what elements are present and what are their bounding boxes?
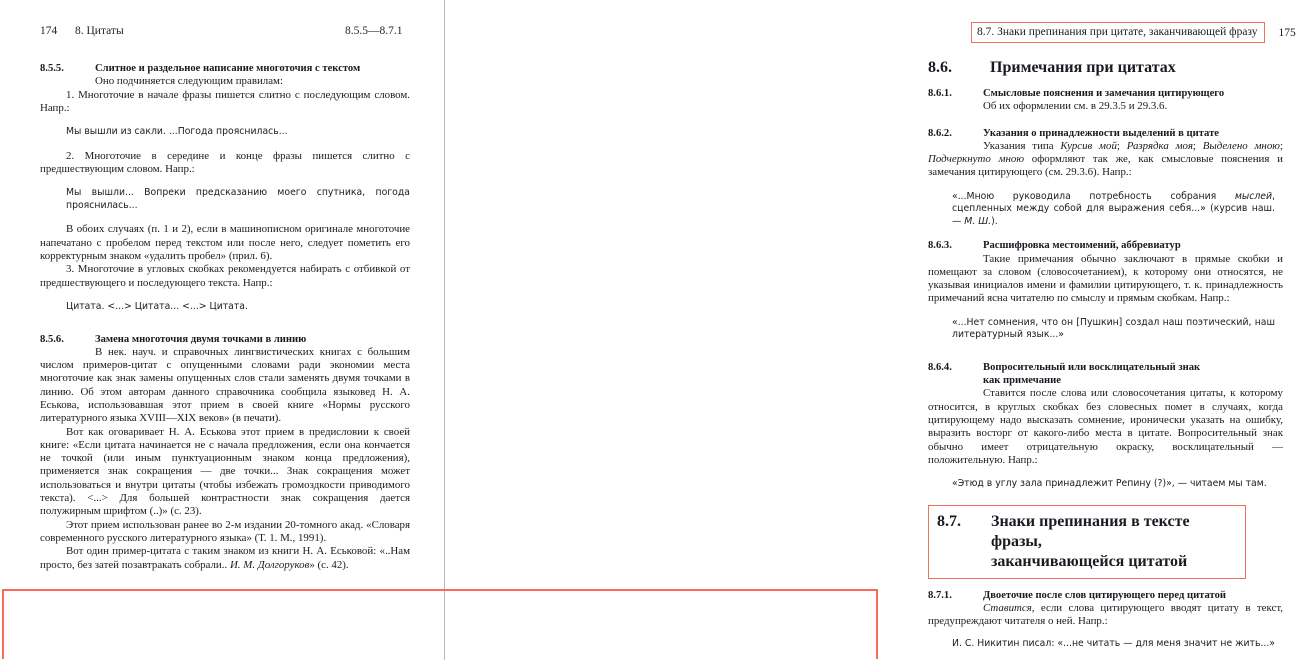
para-8-5-6-4-attribution: И. М. Долгоруков [229,558,310,571]
t: , сцепленных между собой для выражения себя...» (курсив наш. — [952,190,1275,227]
para-8-7-1-body [928,602,1283,629]
para-8-5-5-rule-3: 3. Многоточие в угловых скобках рекомендуется набирать с отбивкой от предшествующего и последующего текста. Напр.: [40,263,410,289]
heading-8-5-6-title: Замена многоточия двумя точками в линию [95,333,307,345]
heading-8-6 [928,58,1283,78]
left-page-folio: 174 [40,25,58,37]
heading-8-6-4-title-line-2: как примечание [983,375,1061,387]
right-page-running-head-highlight: 8.7. Знаки препинания при цитате, заканчивающей фразу [971,22,1265,43]
heading-8-6-2 [928,127,1283,140]
para-8-5-6-1: В нек. науч. и справочных лингвистических книгах с большим числом примеров-цитат с опущенными словами ради экономии места многоточие как знак замены опущенных слов стали заменять двумя точками в линию. Об этом авторам данного справочника сообщила языковед Н. А. Еськова, использовавшая этот прием в своей книге «Нормы русского литературного языка XVIII—XIX веков» (в печати). [40,345,410,425]
t: , если слова цитирующего вводят цитату в текст, предупреждают читателя о ней. Напр.: [928,601,1283,628]
para-8-5-5-rule-2: 2. Многоточие в середине и конце фразы пишется слитно с предшествующим словом. Напр.: [40,149,410,175]
para-8-6-4-body: Ставится после слова или словосочетания цитаты, к которому относится, в круглых скобках без словесных помет в случаях, когда цитирующему надо высказать сомнение, иронически указать на ошибку, выразить восторг от какого-либо места в цитате. Вопросительный знак обычно имеет отрицательную окраску, восклицательный — положительную. Напр.: [928,387,1283,466]
heading-8-6-4-title-line-1: Вопросительный или восклицательный знак [983,361,1201,373]
left-page-section-range: 8.5.5—8.7.1 [345,25,403,37]
heading-8-5-5-title: Слитное и раздельное написание многоточия с текстом [95,63,361,74]
heading-8-7-1-title: Двоеточие после слов цитирующего перед цитатой [983,589,1226,601]
heading-8-6-3-number: 8.6.3. [928,240,952,252]
heading-8-5-6-number: 8.5.6. [40,333,64,345]
para-8-5-5-note: В обоих случаях (п. 1 и 2), если в машинописном оригинале многоточие напечатано с пробелом перед текстом или после него, следует пометить его корректурным знаком «удалить пробел» (прил. 6). [40,223,410,263]
right-page-text-frame [928,58,1283,659]
right-page [445,0,1296,649]
emphasis-term-3: Выделено мною [1202,139,1280,152]
heading-8-7-highlighted [928,505,1246,579]
heading-8-6-number: 8.6. [928,59,952,76]
t: «...Мною руководила потребность собрания [952,190,1235,202]
heading-8-7-1-number: 8.7.1. [928,589,952,601]
example-8-5-5-2: Мы вышли... Вопреки предсказанию моего спутника, погода прояснилась... [66,187,410,211]
right-page-running-head [971,22,1296,43]
example-initials: М. Ш. [964,215,992,227]
heading-8-7-1 [928,589,1283,602]
heading-8-5-6 [40,333,410,346]
heading-8-6-1-number: 8.6.1. [928,88,952,99]
left-page-text-frame [40,62,410,572]
emphasis-term-4: Подчеркнуто мною [928,153,1025,165]
t: ; [1192,139,1203,152]
para-8-5-5-rule-1: 1. Многоточие в начале фразы пишется слитно с последующим словом. Напр.: [40,88,410,114]
t: ; [1116,139,1127,152]
para-8-5-6-4-pre: Вот один пример-цитата с таким знаком из книги Н. А. Еськовой: «..Нам просто, без затей позавтракать собрали.. [40,545,410,571]
heading-8-6-4-number: 8.6.4. [928,361,952,373]
left-page-chapter-title: 8. Цитаты [75,25,124,37]
right-page-folio: 175 [1278,26,1296,39]
t: оформляют так же, как смысловые пояснения и замечания цитирующего (см. 29.3.6). Напр.: [928,153,1283,179]
heading-8-7-number: 8.7. [937,512,961,530]
t: ; [1279,139,1283,152]
para-8-5-6-4 [40,545,410,572]
para-8-5-6-3: Этот прием использован ранее во 2-м издании 20-томного акад. «Словаря современного русского литературного языка» (Т. 1. М., 1991). [40,518,410,544]
spacer [40,325,410,333]
heading-8-6-3-title: Расшифровка местоимений, аббревиатур [983,240,1181,252]
heading-8-7-title-line-2: заканчивающейся цитатой [991,552,1188,570]
heading-8-6-4 [928,361,1283,387]
para-8-6-2-body [928,140,1283,180]
heading-8-5-5 [40,62,410,75]
heading-8-6-title: Примечания при цитатах [990,59,1176,76]
heading-8-6-1-title: Смысловые пояснения и замечания цитирующего [983,88,1225,99]
heading-8-5-5-number: 8.5.5. [40,63,64,74]
para-8-5-6-4-post: » (с. 42). [309,558,349,571]
t: Указания типа [983,139,1061,152]
example-8-7-1: И. С. Никитин писал: «...не читать — для меня значит не жить...» [952,637,1275,649]
heading-8-6-3 [928,239,1283,252]
emphasis-term-2: Разрядка моя [1126,139,1193,152]
para-8-5-6-2: Вот как оговаривает Н. А. Еськова этот прием в предисловии к своей книге: «Если цитата начинается не с начала предложения, если она кончается не точкой (или иным пунктуационным знаком конца предложения), применяется знак сокращения — две точки... Знак сокращения может использоваться и внутри цитаты (чтобы избежать громоздкости приводимого текста). <...> Для большей контрастности знак сокращения дается полужирным шрифтом (..)» (с. 23). [40,425,410,518]
bottom-gutter-divider [444,591,445,660]
emphasis-term-1: Курсив мой [1060,139,1117,152]
example-8-6-4: «Этюд в углу зала принадлежит Репину (?)», — читаем мы там. [952,478,1267,490]
t: ). [991,215,998,227]
left-page [0,0,444,590]
spacer [928,353,1283,361]
example-8-5-5-1: Мы вышли из сакли. ...Погода прояснилась... [66,126,288,138]
heading-8-6-2-title: Указания о принадлежности выделений в цитате [983,127,1219,139]
example-emphasis: мыслей [1234,190,1273,202]
para-8-6-3-body: Такие примечания обычно заключают в прямые скобки и помещают за словом (словосочетанием), к которому они относятся, не указывая инициалов имени и фамилии цитирующего, т. к. принадлежность примечаний ясна читателю по смыслу и прямым скобкам. Напр.: [928,252,1283,305]
heading-8-6-2-number: 8.6.2. [928,127,952,139]
para-8-6-1-body: Об их оформлении см. в 29.3.5 и 29.3.6. [983,100,1168,113]
bottom-highlight-panel [2,589,878,659]
heading-8-7-title-line-1: Знаки препинания в тексте фразы, [991,512,1190,550]
spacer [928,114,1283,127]
example-8-6-2 [952,191,1275,229]
example-8-6-3: «...Нет сомнения, что он [Пушкин] создал наш поэтический, наш литературный язык...» [952,316,1275,341]
heading-8-6-1 [928,87,1283,100]
para-8-7-1-emphasis: Ставится [983,601,1032,614]
example-8-5-5-3: Цитата. <...> Цитата... <...> Цитата. [66,300,248,312]
para-8-5-5-lead: Оно подчиняется следующим правилам: [95,75,283,88]
